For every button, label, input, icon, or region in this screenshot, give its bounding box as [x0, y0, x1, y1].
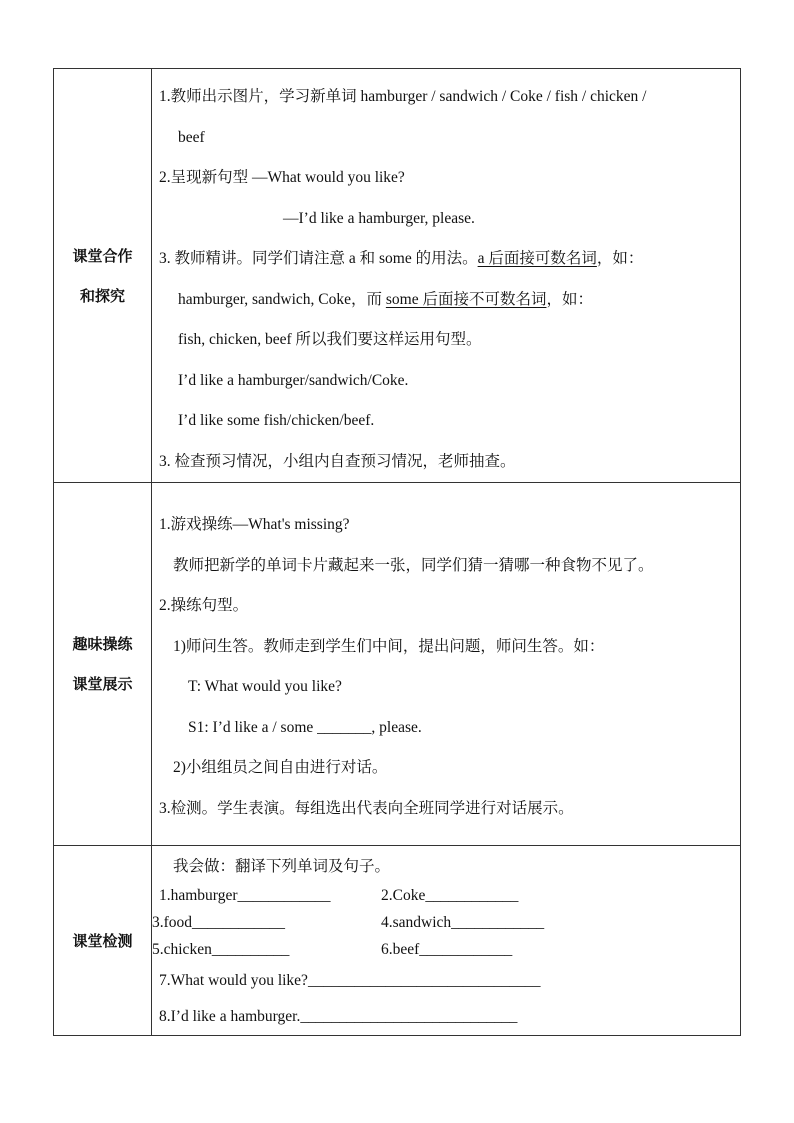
section-row-cooperation: [54, 69, 741, 483]
exercise-row: [152, 909, 734, 936]
content-line: 3. 检查预习情况，小组内自查预习情况，老师抽查。: [159, 452, 516, 470]
underlined-note: a 后面接可数名词: [477, 250, 597, 267]
text-segment: ，如：: [596, 250, 644, 267]
content-line: [159, 280, 734, 321]
label-line: 和探究: [79, 286, 125, 305]
section-content-practice: [152, 483, 741, 846]
content-line: —I’d like a hamburger, please.: [283, 209, 475, 227]
exercise-row: [152, 936, 734, 963]
section-row-check: [54, 846, 741, 1036]
content-line: beef: [178, 128, 205, 146]
section-label-cooperation: [54, 69, 152, 483]
section-content-cooperation: [152, 69, 741, 483]
section-row-practice: [54, 483, 741, 846]
exercise-item: 2.Coke____________: [381, 887, 519, 904]
exercise-item: 3.food____________: [152, 914, 286, 931]
content-line: S1: I’d like a / some _______, please.: [188, 718, 422, 736]
label-line: 课堂合作: [72, 246, 133, 265]
section-content-check: [152, 846, 741, 1036]
exercise-row: [159, 882, 734, 909]
content-line: 1.游戏操练—What's missing?: [159, 516, 350, 533]
content-line: 1.教师出示图片，学习新单词 hamburger / sandwich / Coke / fish / chicken /: [159, 88, 647, 105]
exercise-item: 8.I’d like a hamburger.____________________________: [159, 1008, 518, 1025]
text-segment: ，如：: [546, 290, 593, 308]
content-line: T: What would you like?: [188, 678, 342, 695]
content-line: 1)师问生答。教师走到学生们中间，提出问题，师问生答。如：: [173, 637, 605, 655]
content-line: 2)小组组员之间自由进行对话。: [173, 759, 388, 776]
content-line: [159, 239, 734, 280]
exercise-item: 4.sandwich____________: [381, 914, 545, 931]
exercise-item: 7.What would you like?______________________________: [159, 972, 541, 989]
content-line: I’d like a hamburger/sandwich/Coke.: [178, 371, 409, 389]
content-line: 3.检测。学生表演。每组选出代表向全班同学进行对话展示。: [159, 799, 574, 817]
exercise-item: 1.hamburger____________: [159, 887, 331, 904]
exercise-item: 5.chicken__________: [152, 941, 290, 958]
content-line: 教师把新学的单词卡片藏起来一张，同学们猜一猜哪一种食物不见了。: [173, 556, 654, 574]
section-label-practice: [54, 483, 152, 846]
label-line: 趣味操练: [72, 635, 133, 653]
label-line: 课堂展示: [72, 675, 133, 693]
content-line: I’d like some fish/chicken/beef.: [178, 412, 375, 429]
section-label-check: [54, 846, 152, 1036]
lesson-plan-table: [53, 68, 741, 1036]
content-line: fish, chicken, beef 所以我们要这样运用句型。: [178, 331, 482, 348]
underlined-note: some 后面接不可数名词: [385, 290, 547, 308]
text-segment: hamburger, sandwich, Coke，而: [178, 290, 386, 308]
exercise-item: 6.beef____________: [381, 941, 513, 958]
content-line: 2.操练句型。: [159, 597, 249, 614]
exercise-instruction: 我会做：翻译下列单词及句子。: [173, 858, 391, 875]
label-line: 课堂检测: [72, 931, 133, 950]
text-segment: 3. 教师精讲。同学们请注意 a 和 some 的用法。: [159, 250, 478, 267]
content-line: 2.呈现新句型 —What would you like?: [159, 169, 405, 186]
